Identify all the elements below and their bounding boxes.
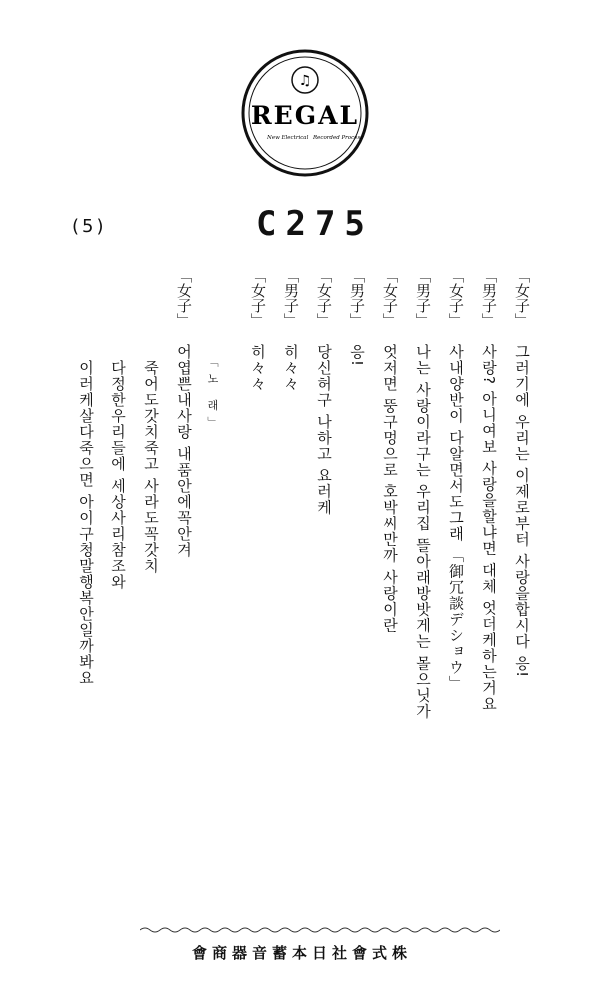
lyric-column <box>314 268 334 516</box>
speaker-label: 「女子」 <box>175 268 193 328</box>
lyric-column <box>413 268 433 719</box>
lyric-line: 엇저면 뚱구멍으로 호박씨만까 사랑이란 <box>381 344 399 634</box>
speaker-label: 「女子」 <box>513 268 531 328</box>
lyric-line: 나는 사랑이라구는 우리집 뜰아래방밧게는 몰으닛가 <box>414 344 432 720</box>
lyric-line: 히々々 <box>282 344 300 392</box>
speaker-label: 「女子」 <box>249 268 267 328</box>
lyric-line: 다정한우리들에 세상사리참조와 <box>109 359 127 590</box>
lyric-line: 응! <box>348 344 366 368</box>
lyric-column <box>281 268 301 392</box>
lyric-column <box>108 360 128 590</box>
lyric-column <box>446 268 466 692</box>
page-number: (5) <box>72 216 107 237</box>
lyric-line: 사랑? 아니여보 사랑을할냐면 대체 엇더케하는거요 <box>480 344 498 713</box>
svg-text:♫: ♫ <box>298 73 312 89</box>
speaker-label: 「女子」 <box>381 268 399 328</box>
speaker-label: 「女子」 <box>447 268 465 328</box>
lyric-column <box>479 268 499 712</box>
footer-wavy-rule <box>140 926 500 934</box>
speaker-label: 「男子」 <box>348 268 366 328</box>
lyric-line: 히々々 <box>249 344 267 392</box>
lyric-line: 이러케살다죽으면 아이구청말행복안일까봐요 <box>77 359 95 686</box>
lyric-column <box>347 268 367 367</box>
lyric-column <box>141 360 161 574</box>
lyric-column <box>512 268 532 678</box>
label-brand: REGAL <box>250 101 360 130</box>
lyric-line: 당신허구 나하고 요러케 <box>315 344 333 516</box>
lyric-column <box>76 360 96 686</box>
speaker-label: 「男子」 <box>282 268 300 328</box>
label-right-small: Recorded Process <box>313 135 364 141</box>
speaker-label: 「女子」 <box>315 268 333 328</box>
lyric-column <box>248 268 268 392</box>
lyric-column <box>380 268 400 633</box>
lyric-line: 죽어도갓치죽고 사라도꼭갓치 <box>142 359 160 574</box>
lyric-line: 그러기에 우리는 이제로부터 사랑을합시다 응! <box>513 344 531 679</box>
footer-company-name: 會商器音蓄本日社會式株 <box>192 944 413 962</box>
lyric-line: 어엽쁜내사랑 내품안에꼭안겨 <box>175 344 193 558</box>
catalog-number: C275 <box>256 204 374 244</box>
song-label: 「노 래」 <box>206 356 219 434</box>
label-left-small: New Electrical <box>267 135 309 141</box>
speaker-label: 「男子」 <box>414 268 432 328</box>
lyric-column <box>174 268 194 558</box>
lyric-line: 사내양반이 다알면서도그래 「御冗談デショウ」 <box>447 344 465 692</box>
regal-logo <box>240 48 370 178</box>
speaker-label: 「男子」 <box>480 268 498 328</box>
